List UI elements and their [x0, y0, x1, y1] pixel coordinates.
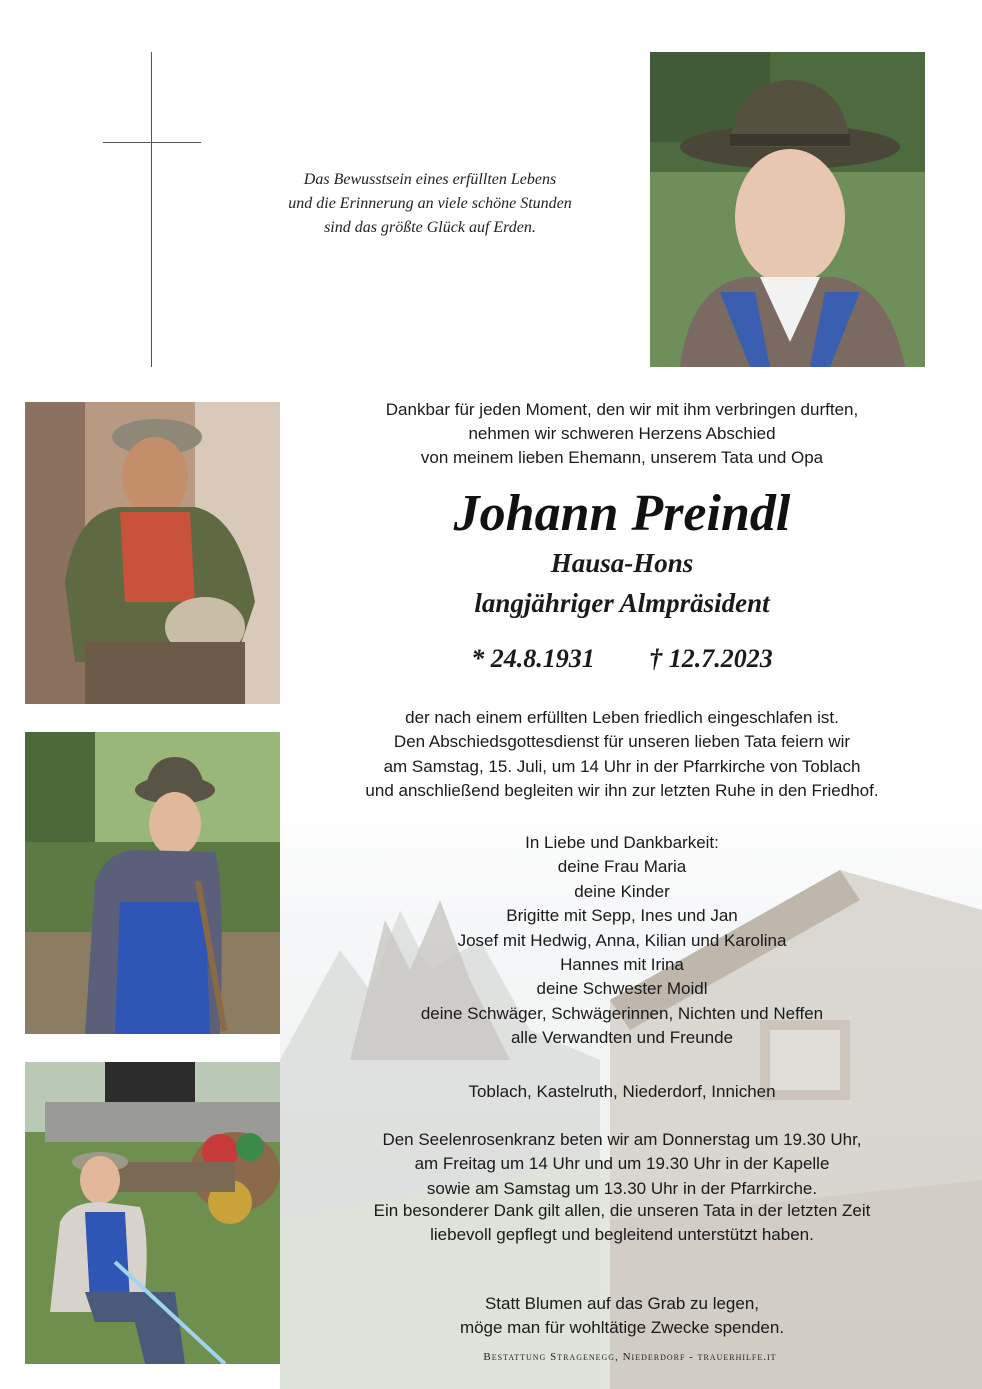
life-dates	[300, 643, 944, 675]
mourner-line: In Liebe und Dankbarkeit:	[525, 833, 719, 852]
mourner-line: deine Schwester Moidl	[536, 979, 708, 999]
mourners-list	[300, 831, 944, 1051]
quote-line: und die Erinnerung an viele schöne Stunden	[288, 195, 572, 212]
intro-text	[300, 398, 944, 470]
intro-line: von meinem lieben Ehemann, unserem Tata und Opa	[420, 448, 824, 467]
mourner-line: deine Schwäger, Schwägerinnen, Nichten und Neffen	[420, 1003, 824, 1023]
rosary-line: sowie am Samstag um 13.30 Uhr in der Pfarrkirche.	[426, 1178, 818, 1198]
mourner-line: Hannes mit Irina	[560, 955, 684, 975]
mourner-line: alle Verwandten und Freunde	[510, 1028, 734, 1048]
photo-man-with-rake	[25, 732, 280, 1034]
service-info	[300, 706, 944, 804]
mourner-line: deine Kinder	[574, 881, 670, 901]
rosary-info	[300, 1128, 944, 1201]
thanks-line: Ein besonderer Dank gilt allen, die unseren Tata in der letzten Zeit	[373, 1201, 871, 1220]
thanks-line: liebevoll gepflegt und begleitend unterstützt haben.	[430, 1225, 814, 1245]
quote-line: sind das größte Glück auf Erden.	[324, 219, 536, 236]
birth-date: * 24.8.1931	[471, 644, 595, 673]
death-date: † 12.7.2023	[649, 644, 773, 673]
service-line: der nach einem erfüllten Leben friedlich eingeschlafen ist.	[405, 708, 839, 727]
flowers-note	[300, 1292, 944, 1341]
mourner-line: deine Frau Maria	[557, 857, 687, 877]
flowers-line: möge man für wohltätige Zwecke spenden.	[459, 1318, 785, 1338]
intro-line: Dankbar für jeden Moment, den wir mit ihm verbringen durften,	[385, 400, 859, 419]
cross-icon-bar	[103, 142, 201, 143]
rosary-line: Den Seelenrosenkranz beten wir am Donnerstag um 19.30 Uhr,	[382, 1130, 862, 1149]
funeral-home-footer: Bestattung Stragenegg, Niederdorf - trauerhilfe.it	[483, 1351, 777, 1363]
intro-line: nehmen wir schweren Herzens Abschied	[468, 424, 776, 443]
memorial-quote	[230, 168, 630, 240]
quote-line: Das Bewusstsein eines erfüllten Lebens	[303, 171, 557, 188]
thanks-text	[300, 1199, 944, 1248]
photo-kneeling-man	[25, 402, 280, 704]
mourner-line: Brigitte mit Sepp, Ines und Jan	[506, 906, 738, 926]
service-line: und anschließend begleiten wir ihn zur letzten Ruhe in den Friedhof.	[365, 781, 879, 801]
mourner-line: Josef mit Hedwig, Anna, Kilian und Karolina	[457, 930, 787, 950]
service-line: am Samstag, 15. Juli, um 14 Uhr in der Pfarrkirche von Toblach	[383, 756, 861, 776]
photo-man-with-cow	[25, 1062, 280, 1364]
flowers-line: Statt Blumen auf das Grab zu legen,	[484, 1294, 760, 1313]
rosary-line: am Freitag um 14 Uhr und um 19.30 Uhr in der Kapelle	[414, 1154, 830, 1174]
portrait-photo	[650, 52, 925, 367]
deceased-title: langjähriger Almpräsident	[474, 588, 770, 618]
places-line: Toblach, Kastelruth, Niederdorf, Innichen	[468, 1082, 776, 1101]
deceased-nickname: Hausa-Hons	[550, 548, 694, 578]
deceased-name: Johann Preindl	[453, 485, 791, 542]
cross-icon	[151, 52, 152, 367]
service-line: Den Abschiedsgottesdienst für unseren lieben Tata feiern wir	[393, 732, 851, 752]
